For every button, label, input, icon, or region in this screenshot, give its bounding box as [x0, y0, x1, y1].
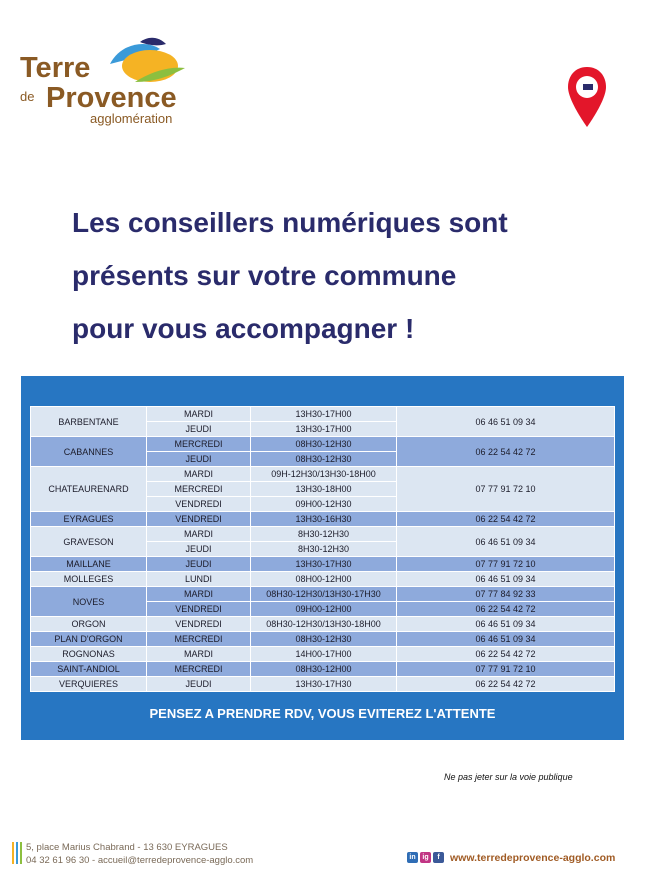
hours-cell: 08H30-12H30/13H30-18H00 — [251, 617, 397, 632]
phone-cell: 07 77 91 72 10 — [397, 662, 615, 677]
logo-text-terre: Terre — [20, 52, 91, 84]
phone-cell: 06 46 51 09 34 — [397, 632, 615, 647]
hours-cell: 09H-12H30/13H30-18H00 — [251, 467, 397, 482]
day-cell: MARDI — [147, 527, 251, 542]
phone-cell: 06 22 54 42 72 — [397, 512, 615, 527]
phone-cell: 07 77 91 72 10 — [397, 467, 615, 512]
facebook-icon[interactable]: f — [433, 852, 444, 863]
day-cell: VENDREDI — [147, 602, 251, 617]
hours-cell: 13H30-16H30 — [251, 512, 397, 527]
day-cell: JEUDI — [147, 452, 251, 467]
day-cell: VENDREDI — [147, 497, 251, 512]
commune-cell: MOLLEGES — [31, 572, 147, 587]
headline-line: présents sur votre commune — [72, 260, 457, 291]
headline — [72, 196, 612, 355]
phone-cell: 06 22 54 42 72 — [397, 602, 615, 617]
phone-cell: 06 22 54 42 72 — [397, 437, 615, 467]
commune-cell: CABANNES — [31, 437, 147, 467]
day-cell: MARDI — [147, 467, 251, 482]
commune-cell: ORGON — [31, 617, 147, 632]
schedule-row — [31, 677, 615, 692]
hours-cell: 08H30-12H30 — [251, 437, 397, 452]
hours-cell: 09H00-12H30 — [251, 497, 397, 512]
footer-bars-icon — [12, 842, 24, 864]
phone-cell: 06 22 54 42 72 — [397, 647, 615, 662]
day-cell: MERCREDI — [147, 632, 251, 647]
day-cell: VENDREDI — [147, 512, 251, 527]
day-cell: MERCREDI — [147, 662, 251, 677]
hours-cell: 8H30-12H30 — [251, 527, 397, 542]
day-cell: MERCREDI — [147, 482, 251, 497]
day-cell: JEUDI — [147, 677, 251, 692]
logo-text-agglomeration: agglomération — [90, 111, 173, 126]
headline-line: pour vous accompagner ! — [72, 313, 415, 344]
day-cell: JEUDI — [147, 557, 251, 572]
hours-cell: 08H30-12H30 — [251, 452, 397, 467]
schedule-row — [31, 437, 615, 452]
phone-cell: 06 46 51 09 34 — [397, 617, 615, 632]
schedule-panel — [21, 376, 624, 740]
day-cell: JEUDI — [147, 542, 251, 557]
disposal-notice: Ne pas jeter sur la voie publique — [444, 772, 573, 782]
schedule-row — [31, 647, 615, 662]
schedule-row — [31, 557, 615, 572]
instagram-icon[interactable]: ig — [420, 852, 431, 863]
hours-cell: 14H00-17H00 — [251, 647, 397, 662]
logo-text-provence: Provence — [46, 82, 177, 114]
commune-cell: EYRAGUES — [31, 512, 147, 527]
day-cell: MARDI — [147, 587, 251, 602]
phone-cell: 06 46 51 09 34 — [397, 572, 615, 587]
phone-cell: 06 22 54 42 72 — [397, 677, 615, 692]
phone-cell: 06 46 51 09 34 — [397, 407, 615, 437]
commune-cell: MAILLANE — [31, 557, 147, 572]
hours-cell: 13H30-17H30 — [251, 557, 397, 572]
schedule-row — [31, 467, 615, 482]
commune-cell: PLAN D'ORGON — [31, 632, 147, 647]
commune-cell: GRAVESON — [31, 527, 147, 557]
commune-cell: CHATEAURENARD — [31, 467, 147, 512]
day-cell: MERCREDI — [147, 437, 251, 452]
schedule-row — [31, 662, 615, 677]
rdv-banner: PENSEZ A PRENDRE RDV, VOUS EVITEREZ L'ATTENTE — [149, 706, 496, 721]
commune-cell: BARBENTANE — [31, 407, 147, 437]
day-cell: MARDI — [147, 647, 251, 662]
phone-cell: 07 77 91 72 10 — [397, 557, 615, 572]
day-cell: LUNDI — [147, 572, 251, 587]
social-links — [407, 852, 444, 863]
day-cell: VENDREDI — [147, 617, 251, 632]
headline-line: Les conseillers numériques sont — [72, 207, 508, 238]
schedule-table — [30, 406, 615, 692]
day-cell: MARDI — [147, 407, 251, 422]
schedule-row — [31, 632, 615, 647]
commune-cell: NOVES — [31, 587, 147, 617]
hours-cell: 08H30-12H30 — [251, 632, 397, 647]
hours-cell: 13H30-18H00 — [251, 482, 397, 497]
schedule-row — [31, 407, 615, 422]
hours-cell: 13H30-17H00 — [251, 422, 397, 437]
hours-cell: 08H30-12H00 — [251, 662, 397, 677]
linkedin-icon[interactable]: in — [407, 852, 418, 863]
phone-cell: 06 46 51 09 34 — [397, 527, 615, 557]
hours-cell: 13H30-17H30 — [251, 677, 397, 692]
phone-cell: 07 77 84 92 33 — [397, 587, 615, 602]
hours-cell: 8H30-12H30 — [251, 542, 397, 557]
schedule-row — [31, 587, 615, 602]
schedule-row — [31, 617, 615, 632]
schedule-row — [31, 512, 615, 527]
schedule-row — [31, 572, 615, 587]
footer-contact: 04 32 61 96 30 - accueil@terredeprovence-agglo.com — [26, 855, 254, 866]
schedule-row — [31, 527, 615, 542]
location-pin-icon — [566, 65, 608, 131]
hours-cell: 13H30-17H00 — [251, 407, 397, 422]
day-cell: JEUDI — [147, 422, 251, 437]
commune-cell: ROGNONAS — [31, 647, 147, 662]
panel-header-bar — [21, 376, 624, 406]
commune-cell: VERQUIERES — [31, 677, 147, 692]
footer-address: 5, place Marius Chabrand - 13 630 EYRAGUES — [26, 842, 228, 853]
hours-cell: 09H00-12H00 — [251, 602, 397, 617]
hours-cell: 08H00-12H00 — [251, 572, 397, 587]
website-link[interactable]: www.terredeprovence-agglo.com — [450, 852, 616, 864]
commune-cell: SAINT-ANDIOL — [31, 662, 147, 677]
logo-text-de: de — [20, 89, 35, 104]
hours-cell: 08H30-12H30/13H30-17H30 — [251, 587, 397, 602]
footer-address-block — [26, 841, 253, 867]
terre-de-provence-logo — [20, 34, 220, 134]
